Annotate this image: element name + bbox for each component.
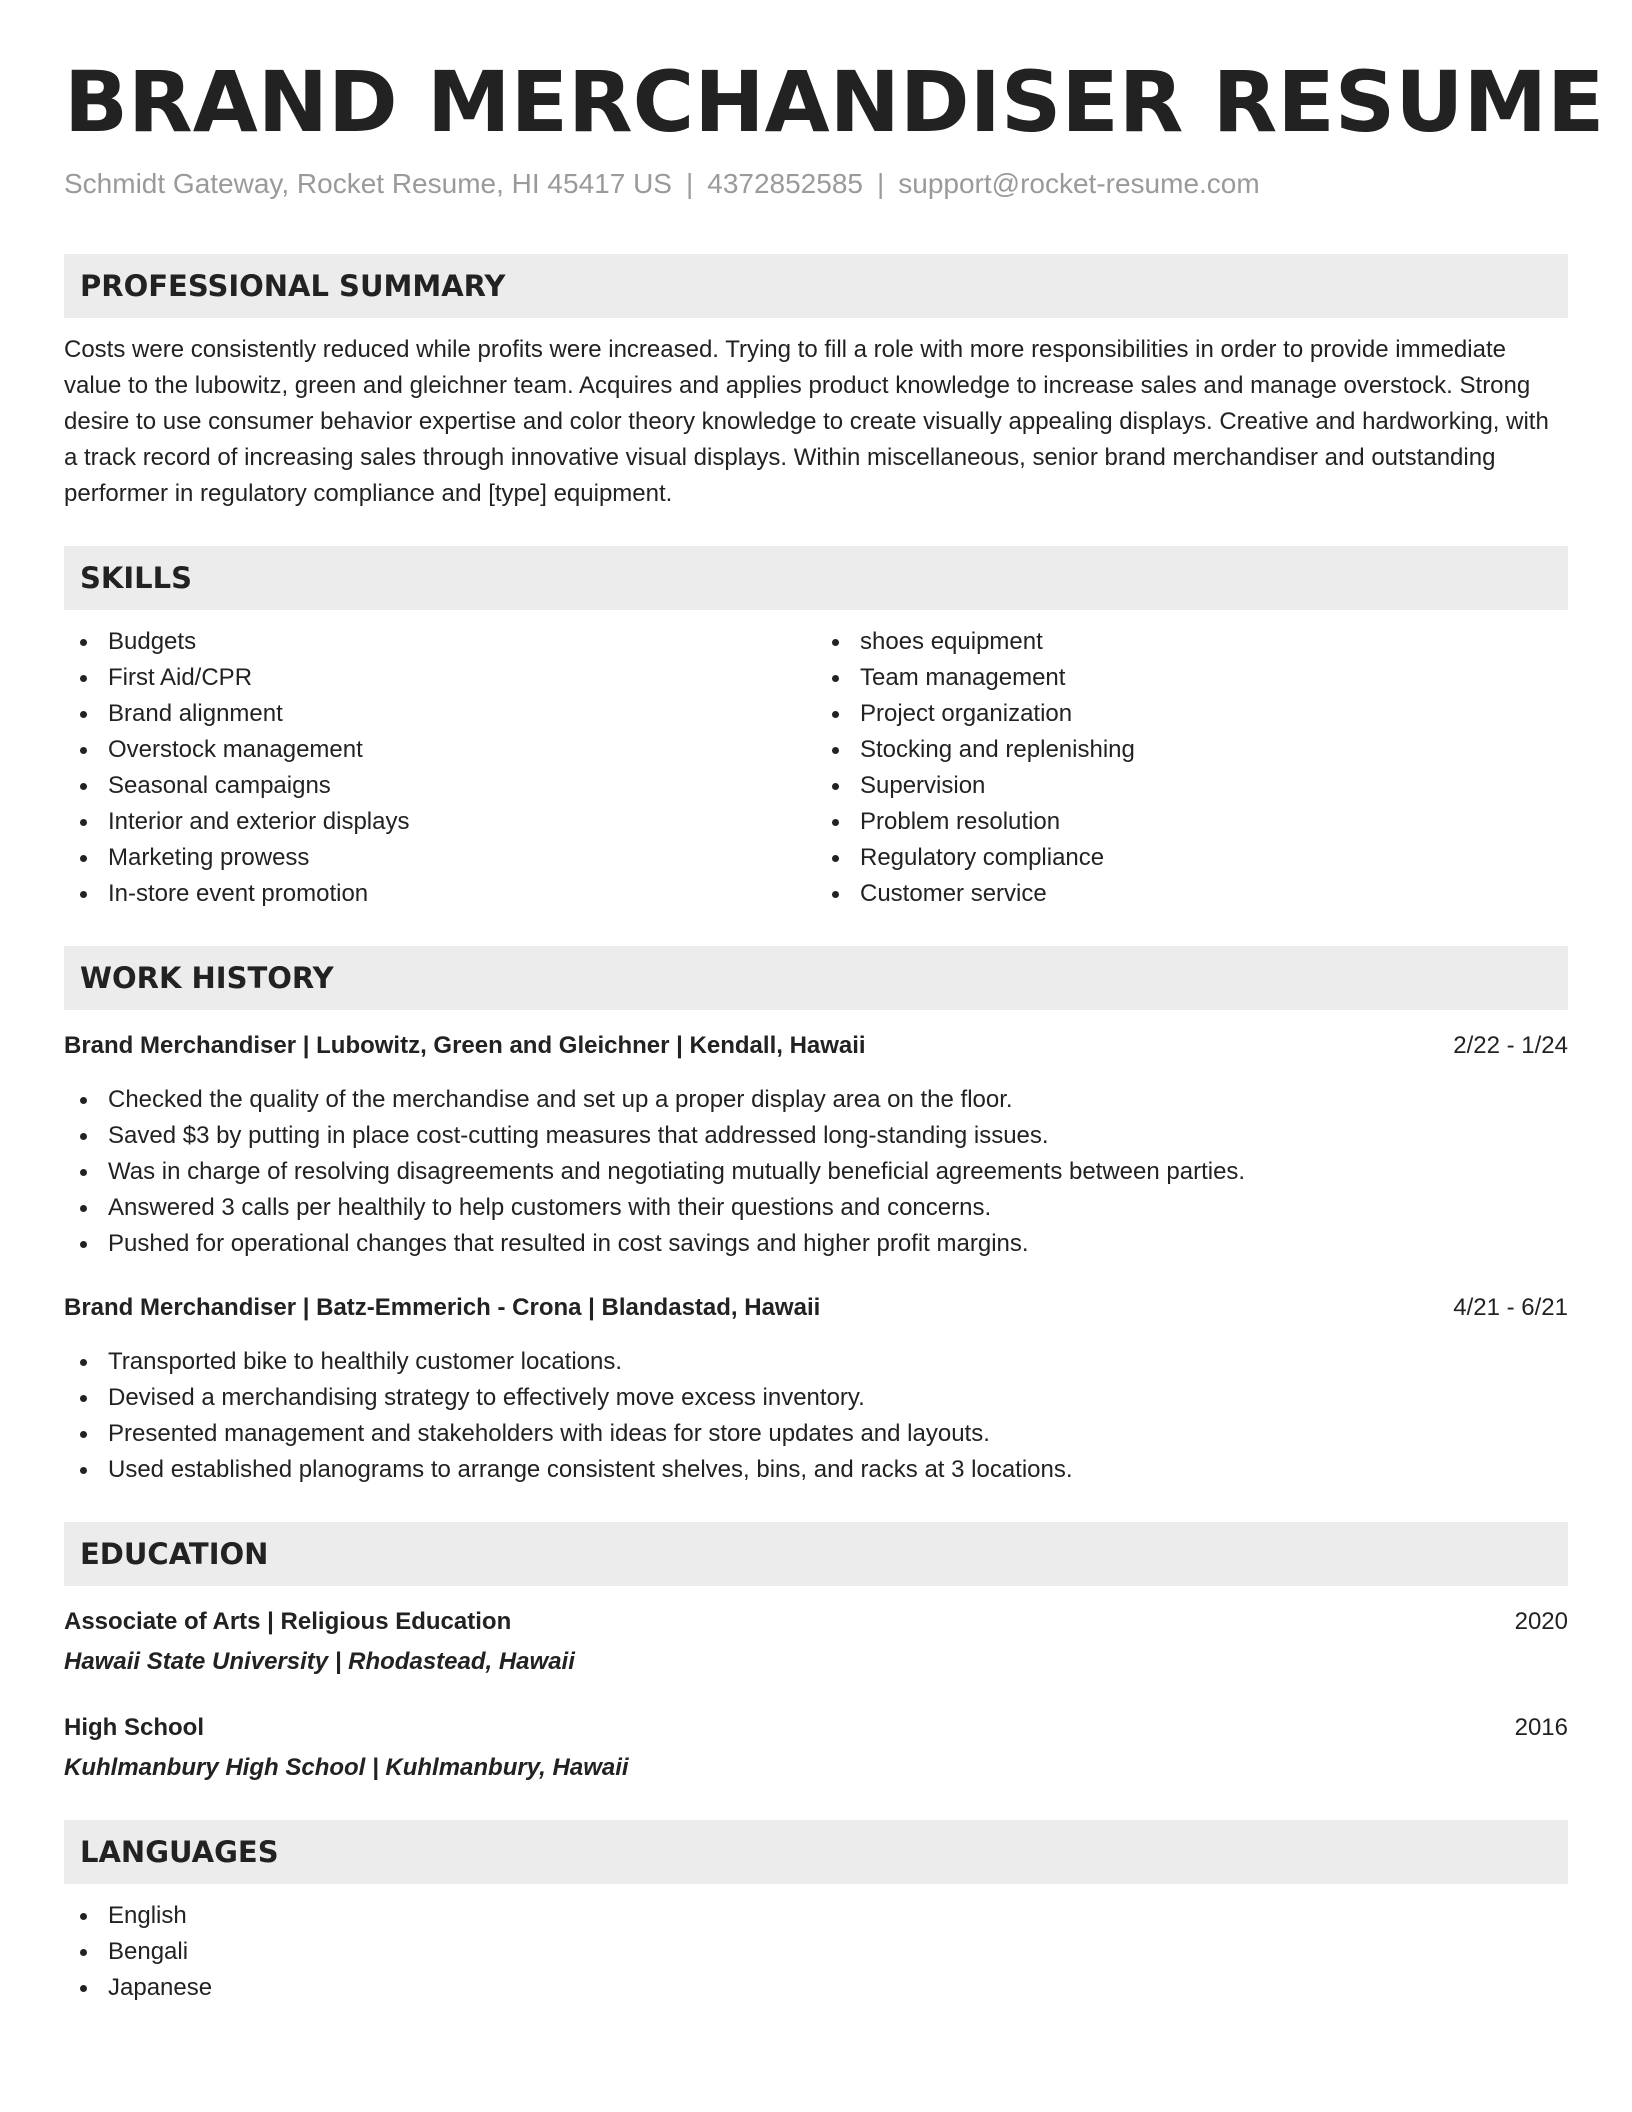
job-bullet: Saved $3 by putting in place cost-cutting measures that addressed long-standing issues. <box>64 1118 1568 1154</box>
skill-item: Team management <box>816 660 1568 696</box>
education-header <box>64 1604 1568 1640</box>
section-header-summary: PROFESSIONAL SUMMARY <box>64 254 1568 318</box>
section-header-skills: SKILLS <box>64 546 1568 610</box>
skill-item: Overstock management <box>64 732 816 768</box>
skill-item: Problem resolution <box>816 804 1568 840</box>
skill-item: Supervision <box>816 768 1568 804</box>
education-degree: High School <box>64 1714 204 1741</box>
skill-item: Marketing prowess <box>64 840 816 876</box>
education-year: 2020 <box>1514 1608 1568 1635</box>
job-bullets <box>64 1082 1568 1262</box>
job-date: 2/22 - 1/24 <box>1453 1032 1568 1059</box>
education-entry <box>64 1710 1568 1786</box>
skills-list <box>64 624 1568 912</box>
education-school: Kuhlmanbury High School | Kuhlmanbury, Hawaii <box>64 1754 629 1781</box>
job-bullet: Answered 3 calls per healthily to help customers with their questions and concerns. <box>64 1190 1568 1226</box>
education-school: Hawaii State University | Rhodastead, Hawaii <box>64 1648 575 1675</box>
job-header <box>64 1290 1568 1326</box>
education-degree: Associate of Arts | Religious Education <box>64 1608 512 1635</box>
job-entry <box>64 1290 1568 1488</box>
skill-item: Seasonal campaigns <box>64 768 816 804</box>
skill-item: Stocking and replenishing <box>816 732 1568 768</box>
language-item: Japanese <box>64 1970 1568 2006</box>
skill-item: In-store event promotion <box>64 876 816 912</box>
language-item: English <box>64 1898 1568 1934</box>
section-header-education: EDUCATION <box>64 1522 1568 1586</box>
contact-email: support@rocket-resume.com <box>898 168 1260 199</box>
languages-list <box>64 1898 1568 2006</box>
job-bullet: Pushed for operational changes that resulted in cost savings and higher profit margins. <box>64 1226 1568 1262</box>
job-bullet: Transported bike to healthily customer locations. <box>64 1344 1568 1380</box>
contact-line <box>64 166 1568 202</box>
skills-column-left <box>64 624 816 912</box>
skill-item: Regulatory compliance <box>816 840 1568 876</box>
skill-item: shoes equipment <box>816 624 1568 660</box>
job-bullet: Presented management and stakeholders with ideas for store updates and layouts. <box>64 1416 1568 1452</box>
job-title: Brand Merchandiser | Lubowitz, Green and Gleichner | Kendall, Hawaii <box>64 1032 866 1059</box>
contact-address: Schmidt Gateway, Rocket Resume, HI 45417 US <box>64 168 672 199</box>
section-header-work: WORK HISTORY <box>64 946 1568 1010</box>
job-date: 4/21 - 6/21 <box>1453 1294 1568 1321</box>
education-year: 2016 <box>1514 1714 1568 1741</box>
education-entry <box>64 1604 1568 1680</box>
skill-item: First Aid/CPR <box>64 660 816 696</box>
summary-text: Costs were consistently reduced while profits were increased. Trying to fill a role with more responsibilities in order to provide immediate value to the lubowitz, green and gleichner team. Acquires and applies product knowledge to increase sales and manage overstock. Strong desire to use consumer behavior expertise and color theory knowledge to create visually appealing displays. Creative and hardworking, with a track record of increasing sales through innovative visual displays. Within miscellaneous, senior brand merchandiser and outstanding performer in regulatory compliance and [type] equipment. <box>64 336 1549 507</box>
skill-item: Budgets <box>64 624 816 660</box>
contact-separator: | <box>685 168 694 199</box>
skill-item: Brand alignment <box>64 696 816 732</box>
job-bullet: Was in charge of resolving disagreements and negotiating mutually beneficial agreements between parties. <box>64 1154 1568 1190</box>
skills-column-right <box>816 624 1568 912</box>
skill-item: Customer service <box>816 876 1568 912</box>
contact-separator: | <box>876 168 885 199</box>
job-bullet: Checked the quality of the merchandise and set up a proper display area on the floor. <box>64 1082 1568 1118</box>
job-bullet: Used established planograms to arrange consistent shelves, bins, and racks at 3 locations. <box>64 1452 1568 1488</box>
job-title: Brand Merchandiser | Batz-Emmerich - Crona | Blandastad, Hawaii <box>64 1294 821 1321</box>
resume-title: BRAND MERCHANDISER RESUME <box>64 53 1605 151</box>
skill-item: Interior and exterior displays <box>64 804 816 840</box>
contact-phone: 4372852585 <box>707 168 863 199</box>
section-header-languages: LANGUAGES <box>64 1820 1568 1884</box>
job-entry <box>64 1028 1568 1262</box>
skill-item: Project organization <box>816 696 1568 732</box>
language-item: Bengali <box>64 1934 1568 1970</box>
job-bullet: Devised a merchandising strategy to effectively move excess inventory. <box>64 1380 1568 1416</box>
job-header <box>64 1028 1568 1064</box>
job-bullets <box>64 1344 1568 1488</box>
education-header <box>64 1710 1568 1746</box>
